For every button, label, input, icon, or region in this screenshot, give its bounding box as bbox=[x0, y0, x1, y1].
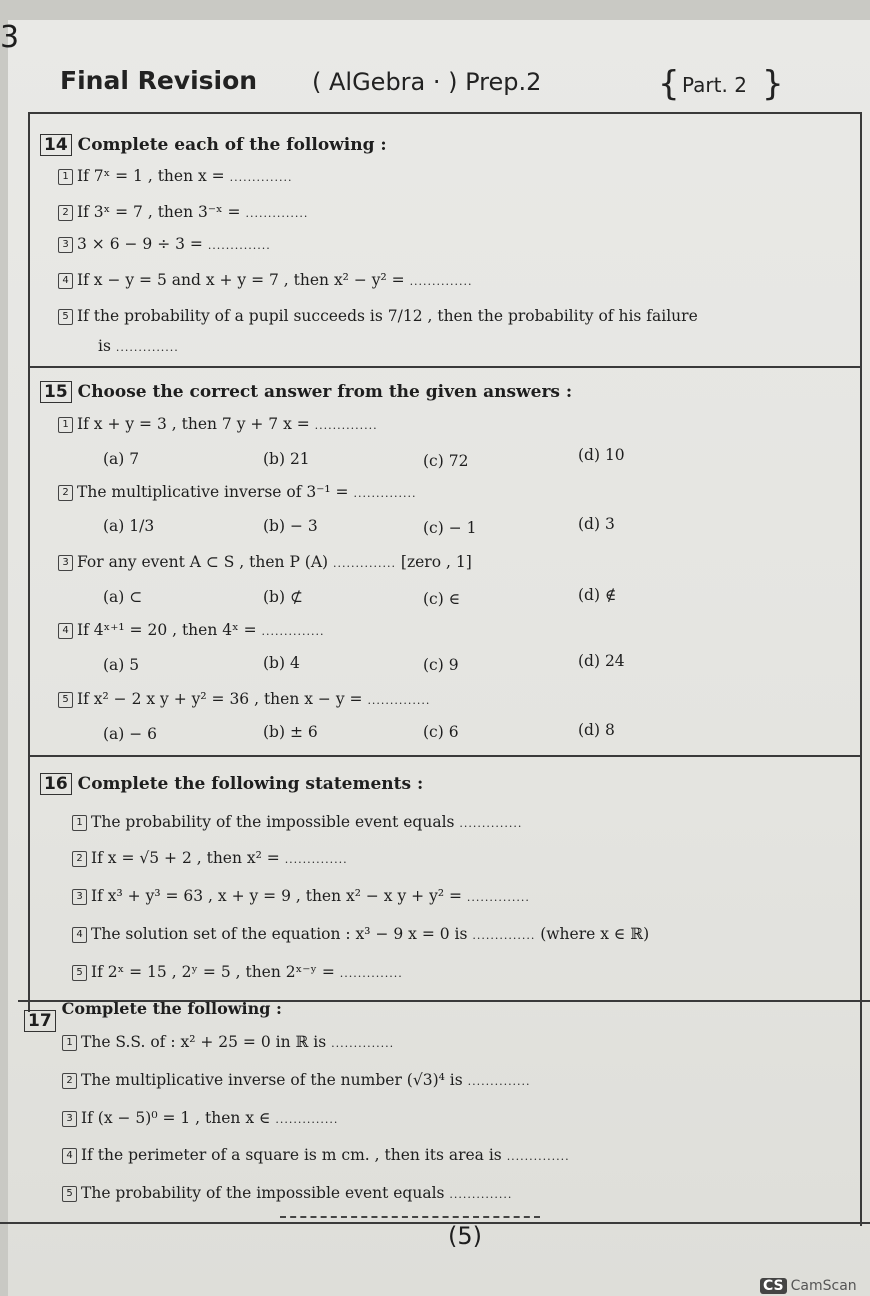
question-14-5: 5 If the probability of a pupil succeeds is 7/12 , then the probability of his failure bbox=[58, 307, 698, 325]
option-c: (c) 9 bbox=[423, 656, 459, 674]
question-16-5: 5 If 2ˣ = 15 , 2ʸ = 5 , then 2ˣ⁻ʸ = .............. bbox=[72, 963, 403, 981]
option-b: (b) ± 6 bbox=[263, 723, 318, 741]
question-15-1: 1 If x + y = 3 , then 7 y + 7 x = .............. bbox=[58, 415, 378, 433]
option-c: (c) ∈ bbox=[423, 590, 461, 608]
option-c: (c) 72 bbox=[423, 452, 469, 470]
question-17-3: 3 If (x − 5)⁰ = 1 , then x ∈ .............. bbox=[62, 1109, 338, 1127]
subject-label: ( AlGebra · ) Prep.2 bbox=[312, 68, 542, 96]
question-15-3: 3 For any event A ⊂ S , then P (A) .............. [zero , 1] bbox=[58, 553, 472, 571]
right-brace-icon: } bbox=[762, 64, 784, 104]
section-15-heading: 15 Choose the correct answer from the given answers : bbox=[40, 381, 572, 403]
section-divider bbox=[28, 755, 862, 757]
question-14-2: 2 If 3ˣ = 7 , then 3⁻ˣ = .............. bbox=[58, 203, 308, 221]
section-divider bbox=[28, 366, 862, 368]
section-divider bbox=[0, 1222, 870, 1224]
question-17-1: 1 The S.S. of : x² + 25 = 0 in ℝ is .............. bbox=[62, 1033, 394, 1051]
option-a: (a) 1/3 bbox=[103, 517, 155, 535]
question-16-1: 1 The probability of the impossible event equals .............. bbox=[72, 813, 522, 831]
option-d: (d) ∉ bbox=[578, 586, 617, 604]
question-16-4: 4 The solution set of the equation : x³ − 9 x = 0 is .............. (where x ∈ ℝ) bbox=[72, 925, 649, 943]
question-14-5-cont: is .............. bbox=[98, 337, 179, 355]
option-a: (a) − 6 bbox=[103, 725, 158, 743]
question-15-4: 4 If 4ˣ⁺¹ = 20 , then 4ˣ = .............. bbox=[58, 621, 324, 639]
option-a: (a) ⊂ bbox=[103, 588, 143, 606]
option-b: (b) − 3 bbox=[263, 517, 318, 535]
question-17-5: 5 The probability of the impossible event equals .............. bbox=[62, 1184, 512, 1202]
corner-mark: 3 bbox=[0, 20, 20, 55]
question-15-5: 5 If x² − 2 x y + y² = 36 , then x − y = .............. bbox=[58, 690, 430, 708]
question-14-4: 4 If x − y = 5 and x + y = 7 , then x² − y² = .............. bbox=[58, 271, 473, 289]
question-17-2: 2 The multiplicative inverse of the number (√3)⁴ is .............. bbox=[62, 1071, 531, 1089]
question-17-4: 4 If the perimeter of a square is m cm. , then its area is .............. bbox=[62, 1146, 570, 1164]
page-title: Final Revision bbox=[60, 66, 258, 95]
question-14-1: 1 If 7ˣ = 1 , then x = .............. bbox=[58, 167, 293, 185]
question-16-3: 3 If x³ + y³ = 63 , x + y = 9 , then x² − x y + y² = .............. bbox=[72, 887, 530, 905]
option-d: (d) 3 bbox=[578, 515, 615, 533]
scanner-watermark: CS CamScan bbox=[760, 1278, 857, 1294]
section-17-heading: 17Complete the following : bbox=[24, 996, 282, 1032]
option-a: (a) 7 bbox=[103, 450, 140, 468]
section-14-heading: 14 Complete each of the following : bbox=[40, 134, 387, 156]
option-b: (b) 21 bbox=[263, 450, 310, 468]
section-number: 14 bbox=[40, 134, 72, 156]
section-16-heading: 16 Complete the following statements : bbox=[40, 773, 423, 795]
option-c: (c) − 1 bbox=[423, 519, 477, 537]
part-label: Part. 2 bbox=[682, 73, 747, 97]
option-b: (b) ⊄ bbox=[263, 588, 303, 606]
left-brace-icon: { bbox=[658, 64, 680, 104]
question-16-2: 2 If x = √5 + 2 , then x² = .............. bbox=[72, 849, 348, 867]
option-d: (d) 10 bbox=[578, 446, 625, 464]
frame-left-border bbox=[28, 112, 30, 1012]
question-15-2: 2 The multiplicative inverse of 3⁻¹ = .............. bbox=[58, 483, 416, 501]
page-number: (5) bbox=[448, 1222, 482, 1250]
option-d: (d) 24 bbox=[578, 652, 625, 670]
question-14-3: 3 3 × 6 − 9 ÷ 3 = .............. bbox=[58, 235, 271, 253]
option-b: (b) 4 bbox=[263, 654, 300, 672]
option-a: (a) 5 bbox=[103, 656, 140, 674]
option-d: (d) 8 bbox=[578, 721, 615, 739]
option-c: (c) 6 bbox=[423, 723, 459, 741]
dashed-underline bbox=[280, 1216, 540, 1218]
